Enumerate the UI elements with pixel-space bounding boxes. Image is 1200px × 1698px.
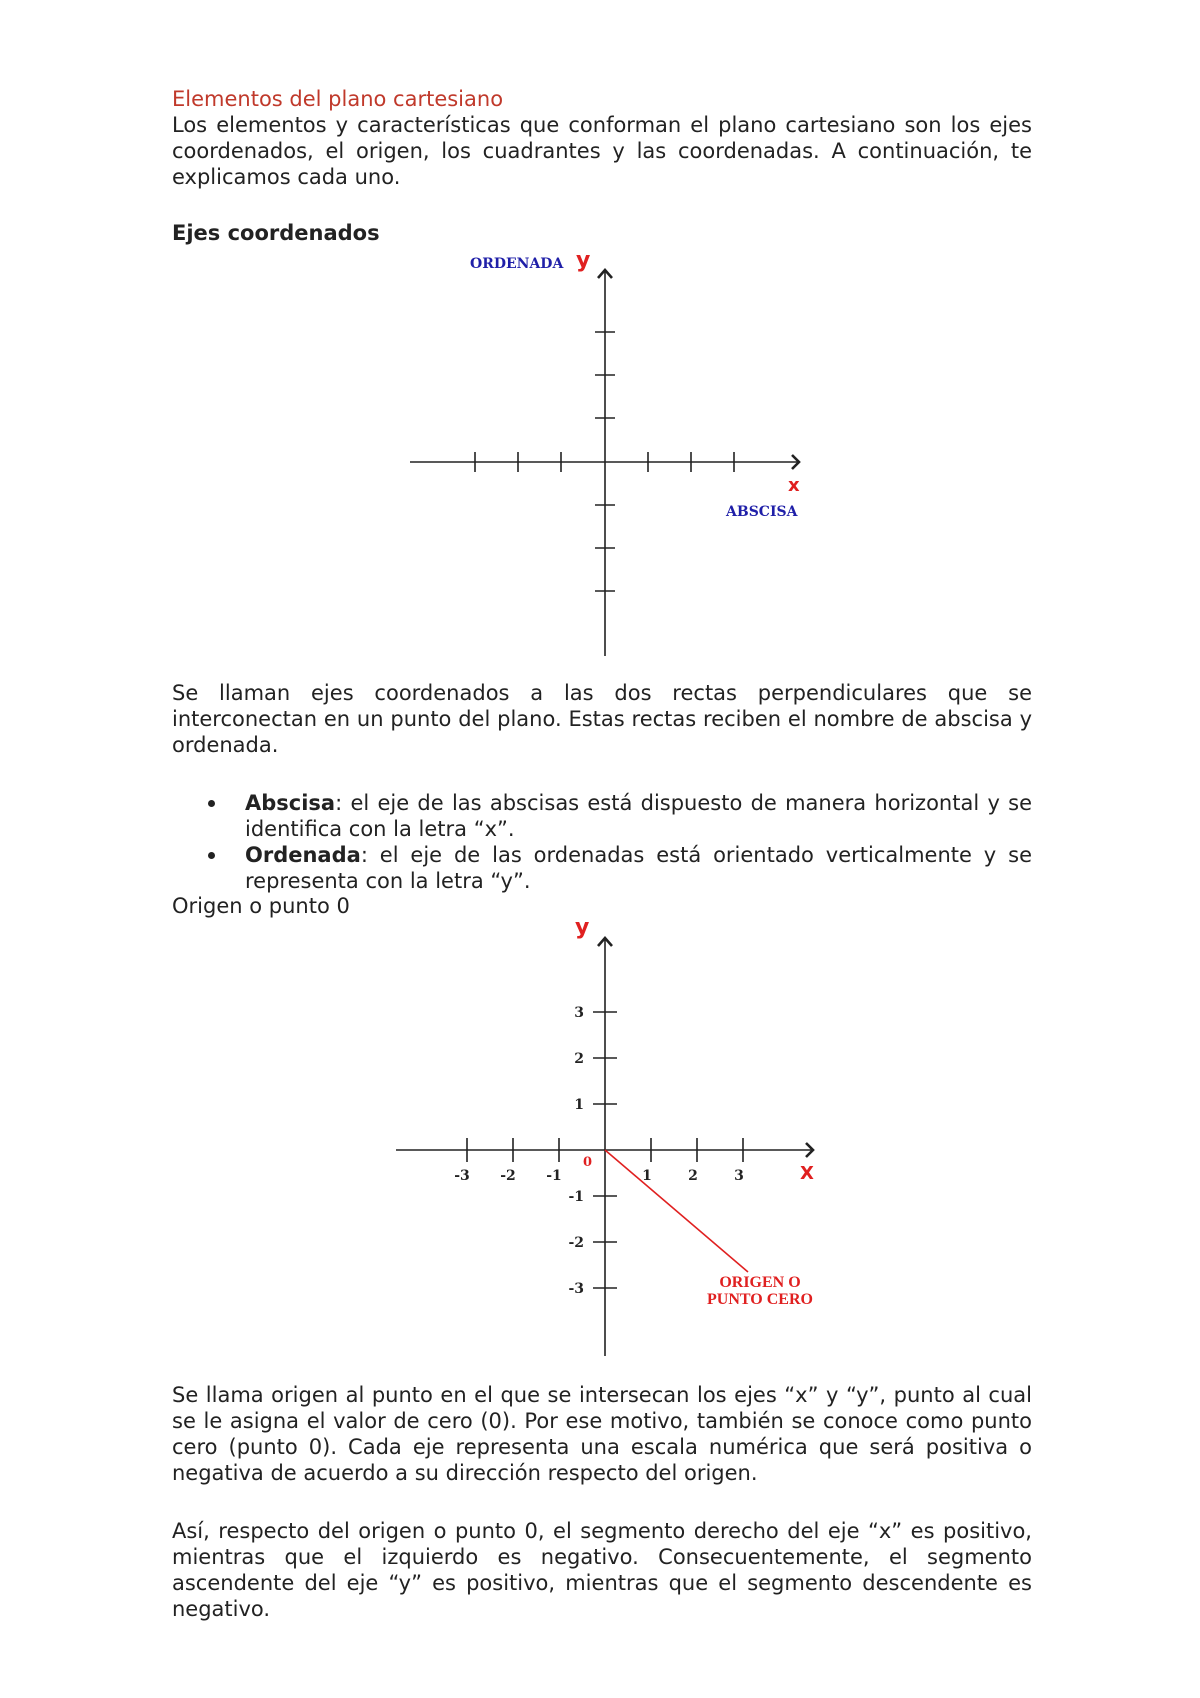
bullet-ordenada bbox=[172, 842, 1032, 894]
bullet-abscisa bbox=[172, 790, 1032, 842]
bullet-text: : el eje de las abscisas está dispuesto de manera horizontal y se identifica con la letra “x”. bbox=[245, 791, 1032, 841]
axes-bullet-list bbox=[172, 790, 1032, 894]
y-tick-label: 3 bbox=[574, 1005, 584, 1021]
y-tick-label: -3 bbox=[568, 1281, 584, 1297]
origin-zero-label: 0 bbox=[582, 1155, 592, 1170]
x-tick-label: 3 bbox=[734, 1168, 744, 1184]
y-axis-letter: y bbox=[575, 915, 590, 940]
y-tick-label: -2 bbox=[568, 1235, 584, 1251]
ejes-paragraph: Se llaman ejes coordenados a las dos rectas perpendiculares que se interconectan en un punto del plano. Estas rectas reciben el nombre de abscisa y ordenada. bbox=[172, 681, 1032, 757]
x-axis-letter: X bbox=[800, 1163, 814, 1184]
y-tick-label: 1 bbox=[574, 1097, 584, 1113]
page-title: Elementos del plano cartesiano bbox=[172, 87, 504, 111]
x-tick-label: -2 bbox=[500, 1168, 516, 1184]
x-axis-letter: x bbox=[788, 475, 800, 496]
axes-figure bbox=[400, 248, 820, 668]
origin-callout-line2: PUNTO CERO bbox=[707, 1291, 813, 1308]
x-tick-label: -1 bbox=[546, 1168, 562, 1184]
y-tick-label: -1 bbox=[568, 1189, 584, 1205]
bullet-text: : el eje de las ordenadas está orientado verticalmente y se representa con la letra “y”. bbox=[245, 843, 1032, 893]
origin-figure bbox=[390, 916, 830, 1366]
section-heading-ejes: Ejes coordenados bbox=[172, 221, 380, 245]
y-tick-label: 2 bbox=[574, 1051, 584, 1067]
section-heading-origen: Origen o punto 0 bbox=[172, 894, 350, 918]
x-tick-label: -3 bbox=[454, 1168, 470, 1184]
abscisa-label: ABSCISA bbox=[726, 504, 798, 520]
x-tick-label: 1 bbox=[642, 1168, 652, 1184]
ordenada-label: ORDENADA bbox=[470, 256, 564, 272]
x-tick-label: 2 bbox=[688, 1168, 698, 1184]
origin-callout-line1: ORIGEN O bbox=[719, 1274, 801, 1291]
intro-paragraph: Los elementos y características que conforman el plano cartesiano son los ejes coordenados, el origen, los cuadrantes y las coordenadas. A continuación, te explicamos cada uno. bbox=[172, 113, 1032, 189]
origen-paragraph-1: Se llama origen al punto en el que se intersecan los ejes “x” y “y”, punto al cual se le asigna el valor de cero (0). Por ese motivo, también se conoce como punto cero (punto 0). Cada eje representa una escala numérica que será positiva o negativa de acuerdo a su dirección respecto del origen. bbox=[172, 1383, 1032, 1485]
origin-callout-line bbox=[605, 1150, 748, 1272]
bullet-term: Ordenada bbox=[245, 843, 361, 867]
y-axis-letter: y bbox=[576, 248, 591, 273]
bullet-term: Abscisa bbox=[245, 791, 336, 815]
origen-paragraph-2: Así, respecto del origen o punto 0, el segmento derecho del eje “x” es positivo, mientras que el izquierdo es negativo. Consecuentemente, el segmento ascendente del eje “y” es positivo, mientras que el segmento descendente es negativo. bbox=[172, 1519, 1032, 1621]
